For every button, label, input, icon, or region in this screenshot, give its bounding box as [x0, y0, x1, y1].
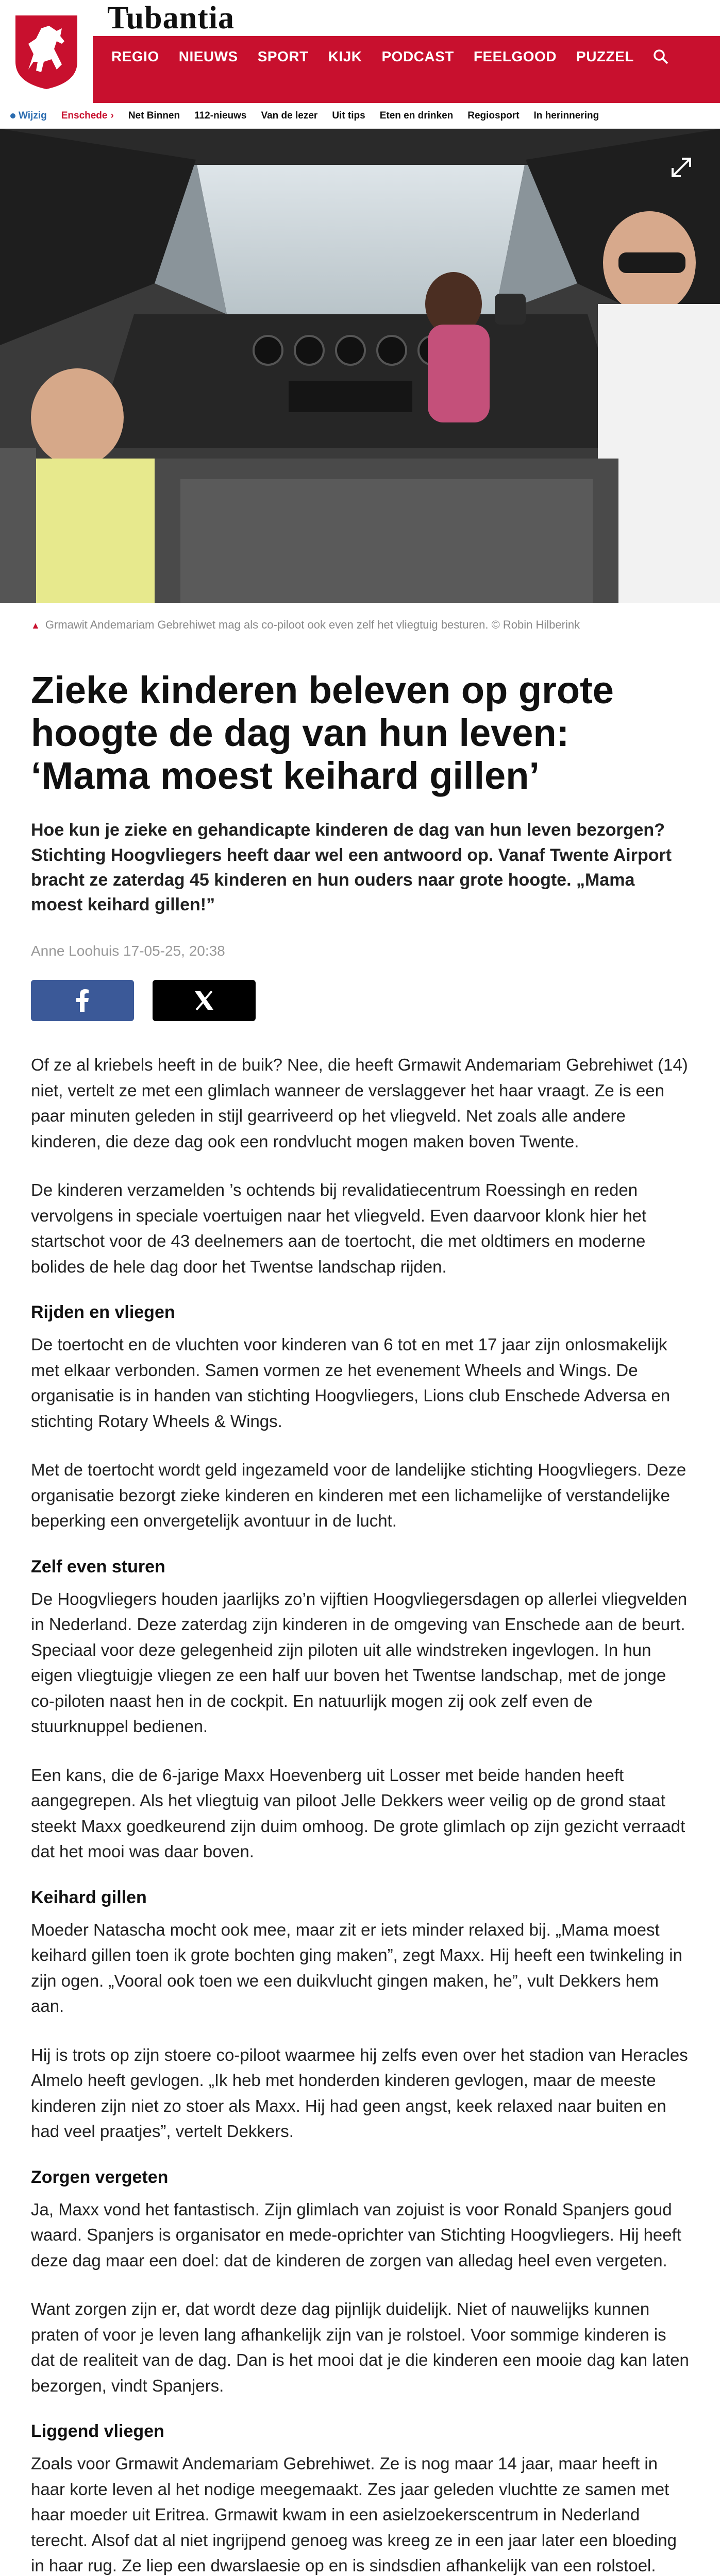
- paragraph: De toertocht en de vluchten voor kinderen van 6 tot en met 17 jaar zijn onlosmakelijk met elkaar verbonden. Samen vormen ze het evenement Wheels and Wings. De organisatie is in handen van stichting Hoogvliegers, Lions club Enschede Adversa en stichting Rotary Wheels & Wings.: [31, 1335, 671, 1431]
- search-icon[interactable]: [645, 49, 676, 64]
- subheading: Keihard gillen: [31, 1887, 147, 1907]
- nav-item-kijk[interactable]: KIJK: [328, 48, 362, 64]
- paragraph: Hij is trots op zijn stoere co-piloot waarmee hij zelfs even over het stadion van Heracles Almelo heeft gevlogen. „Ik heb met honderden kinderen gevlogen, maar de meeste kinderen zijn niet zo stoer als Maxx. Hij had geen angst, keek relaxed naar buiten en had veel praatjes”, vertelt Dekkers.: [31, 2045, 688, 2141]
- sub-nav: [0, 103, 720, 129]
- location-label: Enschede: [61, 110, 108, 121]
- subheading: Zorgen vergeten: [31, 2167, 169, 2187]
- subheading: Zelf even sturen: [31, 1556, 165, 1577]
- brand-name[interactable]: Tubantia: [107, 0, 235, 36]
- sub-nav-item[interactable]: In herinnering: [533, 110, 599, 121]
- paragraph: Zoals voor Grmawit Andemariam Gebrehiwet. Ze is nog maar 14 jaar, maar heeft in haar korte leven al het nodige meegemaakt. Zes jaar geleden vluchtte ze samen met haar moeder uit Eritrea. Grmawit kwam in een asielzoekerscentrum in Nederland terecht. Alsof dat al niet ingrijpend genoeg was kreeg ze in een jaar later een bloeding in haar rug. Ze liep een dwarslaesie op en is sindsdien afhankelijk van een rolstoel.: [31, 2454, 677, 2575]
- nav-item-nieuws[interactable]: NIEUWS: [178, 48, 238, 64]
- sub-nav-item[interactable]: 112-nieuws: [194, 110, 247, 121]
- publish-date: 17-05-25, 20:38: [123, 943, 225, 959]
- paragraph: De kinderen verzamelden ’s ochtends bij revalidatiecentrum Roessingh en reden vervolgens in speciale voertuigen naar het vliegveld. Even daarvoor klonk hier het startschot voor de 43 deelnemers aan de toertocht, die met oldtimers en moderne bolides de hele dag door het Twentse landschap rijden.: [31, 1180, 647, 1276]
- brand-row: [93, 0, 720, 36]
- x-share-button[interactable]: [153, 980, 256, 1021]
- subheading: Liggend vliegen: [31, 2421, 164, 2442]
- paragraph: Een kans, die de 6-jarige Maxx Hoevenberg uit Losser met beide handen heeft aangegrepen. Als het vliegtuig van piloot Jelle Dekkers weer veilig op de grond staat steekt Maxx goedkeurend zijn duim omhoog. De grote glimlach op zijn gezicht verraadt dat het mooi was daar boven.: [31, 1765, 685, 1861]
- article-intro: Hoe kun je zieke en gehandicapte kinderen de dag van hun leven bezorgen? Stichting Hoogvliegers heeft daar wel een antwoord op. Vanaf Twente Airport bracht ze zaterdag 45 kinderen en hun ouders naar grote hoogte. „Mama moest keihard gillen!”: [31, 820, 672, 915]
- facebook-share-button[interactable]: [31, 980, 134, 1021]
- author-link[interactable]: Anne Loohuis: [31, 943, 120, 959]
- site-header: [0, 0, 720, 129]
- expand-icon[interactable]: [663, 149, 699, 185]
- tubantia-logo[interactable]: [0, 0, 93, 103]
- region-change-link[interactable]: [10, 110, 47, 122]
- hero-caption-text: Grmawit Andemariam Gebrehiwet mag als co-piloot ook even zelf het vliegtuig besturen. © Robin Hilberink: [45, 618, 580, 631]
- paragraph: De Hoogvliegers houden jaarlijks zo’n vijftien Hoogvliegersdagen op allerlei vliegvelden in Nederland. Deze zaterdag zijn kinderen in de omgeving van Enschede aan de beurt. Speciaal voor deze gelegenheid zijn piloten uit alle windstreken ingevlogen. In hun eigen vliegtuigje vliegen ze een half uur boven het Twentse landschap, met de jonge co-piloten naast hen in de cockpit. En natuurlijk mogen zij ook zelf even de stuurknuppel bedienen.: [31, 1589, 688, 1736]
- main-nav: [93, 36, 720, 77]
- paragraph: Met de toertocht wordt geld ingezameld voor de landelijke stichting Hoogvliegers. Deze organisatie bezorgt zieke kinderen en kinderen met een lichamelijke of verstandelijke beperking een onvergetelijk avontuur in de lucht.: [31, 1460, 686, 1531]
- facebook-icon: [76, 989, 89, 1012]
- subheading: Rijden en vliegen: [31, 1302, 175, 1323]
- nav-item-podcast[interactable]: PODCAST: [381, 48, 454, 64]
- region-dot-icon: [10, 113, 15, 118]
- triangle-up-icon: ▲: [31, 620, 40, 631]
- paragraph: Want zorgen zijn er, dat wordt deze dag pijnlijk duidelijk. Niet of nauwelijks kunnen praten of voor je leven lang afhankelijk zijn van je rolstoel. Voor sommige kinderen is dat de realiteit van de dag. Dan is het mooi dat je die kinderen een mooie dag kan laten bezorgen, vindt Spanjers.: [31, 2299, 689, 2395]
- hero-image[interactable]: [0, 129, 720, 603]
- article: [0, 669, 720, 2576]
- sub-nav-item[interactable]: Net Binnen: [128, 110, 180, 121]
- paragraph: Ja, Maxx vond het fantastisch. Zijn glimlach van zojuist is voor Ronald Spanjers goud waard. Spanjers is organisator en mede-oprichter van Stichting Hoogvliegers. Hij heeft deze dag maar een doel: dat de kinderen de zorgen van alledag heel even vergeten.: [31, 2199, 681, 2270]
- article-headline: Zieke kinderen beleven op grote hoogte de dag van hun leven: ‘Mama moest keihard gillen’: [31, 668, 614, 797]
- horse-logo-icon: [13, 13, 80, 90]
- topbar-right: [93, 0, 720, 103]
- nav-item-sport[interactable]: SPORT: [257, 48, 309, 64]
- nav-item-puzzel[interactable]: PUZZEL: [576, 48, 634, 64]
- paragraph: Moeder Natascha mocht ook mee, maar zit er iets minder relaxed bij. „Mama moest keihard gillen toen ik grote bochten ging maken”, zegt Maxx. Hij heeft een twinkeling in zijn ogen. „Vooral ook toen we een duikvlucht gingen maken, he”, vult Dekkers hem aan.: [31, 1920, 682, 2016]
- hero-caption: [0, 603, 720, 649]
- nav-item-regio[interactable]: REGIO: [111, 48, 159, 64]
- region-change-label: Wijzig: [19, 110, 47, 121]
- paragraph: Of ze al kriebels heeft in de buik? Nee, die heeft Grmawit Andemariam Gebrehiwet (14) niet, vertelt ze met een glimlach wanneer de verslaggever het haar vraagt. Ze is een paar minuten geleden in stijl gearriveerd op het vliegveld. Net zoals alle andere kinderen, die deze dag ook een rondvlucht mogen maken boven Twente.: [31, 1055, 688, 1151]
- share-buttons: [31, 980, 689, 1021]
- topbar: [0, 0, 720, 103]
- sub-nav-item[interactable]: Eten en drinken: [379, 110, 454, 121]
- sub-nav-item[interactable]: Van de lezer: [261, 110, 318, 121]
- chevron-right-icon: ›: [110, 110, 114, 121]
- byline: [31, 943, 689, 959]
- sub-nav-item[interactable]: Regiosport: [467, 110, 520, 121]
- cockpit-photo: [0, 129, 720, 603]
- nav-item-feelgood[interactable]: FEELGOOD: [473, 48, 557, 64]
- sub-nav-item[interactable]: Uit tips: [332, 110, 365, 121]
- x-icon: [194, 990, 214, 1011]
- sub-nav-location[interactable]: [61, 110, 114, 122]
